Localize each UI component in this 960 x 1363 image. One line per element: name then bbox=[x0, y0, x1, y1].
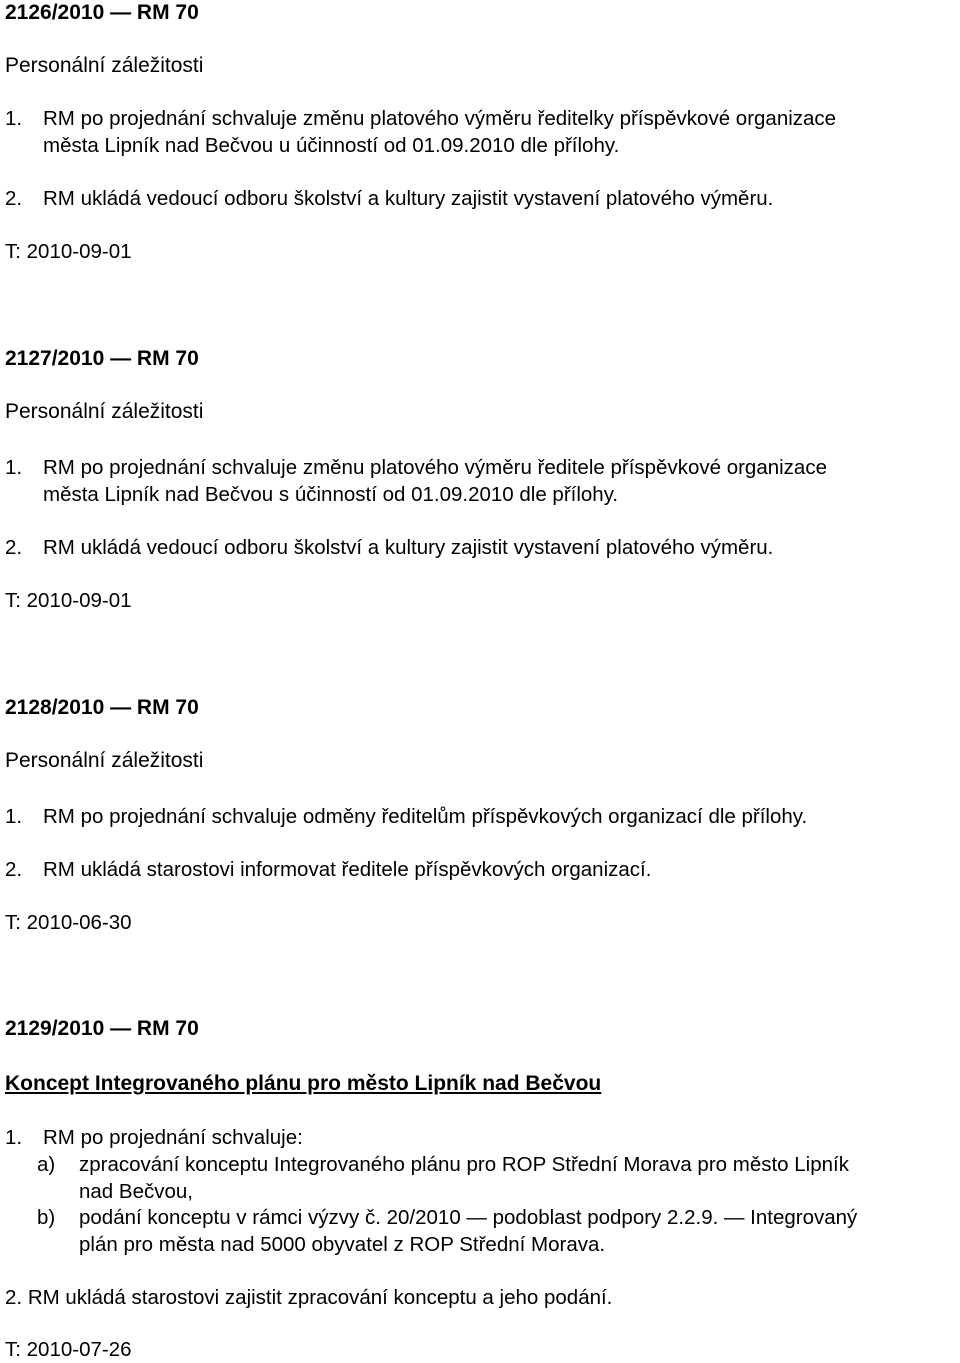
resolution-2128-subject: Personální záležitosti bbox=[5, 749, 204, 772]
subitem-label: b) bbox=[37, 1206, 56, 1229]
item-text: RM po projednání schvaluje změnu platového výměru ředitelky příspěvkové organizace bbox=[43, 107, 837, 130]
subitem-text: podání konceptu v rámci výzvy č. 20/2010 — podoblast podpory 2.2.9. — Integrovaný bbox=[79, 1206, 858, 1229]
resolution-2128-heading: 2128/2010 — RM 70 bbox=[5, 696, 199, 719]
item-number: 2. bbox=[5, 1286, 23, 1309]
resolution-2129-term: T: 2010-07-26 bbox=[5, 1338, 132, 1361]
resolution-2127-heading: 2127/2010 — RM 70 bbox=[5, 347, 199, 370]
item-text: RM po projednání schvaluje změnu platového výměru ředitele příspěvkové organizace bbox=[43, 456, 827, 479]
item-text: RM ukládá starostovi informovat ředitele příspěvkových organizací. bbox=[43, 858, 652, 881]
item-text: RM ukládá vedoucí odboru školství a kultury zajistit vystavení platového výměru. bbox=[43, 536, 774, 559]
item-number: 1. bbox=[5, 1126, 23, 1149]
item-number: 2. bbox=[5, 536, 23, 559]
item-number: 2. bbox=[5, 187, 23, 210]
item-text: RM ukládá starostovi zajistit zpracování konceptu a jeho podání. bbox=[27, 1286, 613, 1309]
resolution-2127-item-1-cont: města Lipník nad Bečvou s účinností od 01.09.2010 dle přílohy. bbox=[43, 483, 619, 506]
item-number: 1. bbox=[5, 107, 23, 130]
resolution-2127-term: T: 2010-09-01 bbox=[5, 589, 132, 612]
resolution-2126-item-1 bbox=[5, 106, 836, 132]
resolution-2127-item-1 bbox=[5, 455, 827, 481]
subitem-text: zpracování konceptu Integrovaného plánu pro ROP Střední Morava pro město Lipník bbox=[79, 1153, 849, 1176]
resolution-2129-heading: 2129/2010 — RM 70 bbox=[5, 1017, 199, 1040]
resolution-2128-item-2 bbox=[5, 857, 651, 883]
resolution-2129-subitem-b bbox=[37, 1205, 857, 1231]
resolution-2129-subitem-a-cont: nad Bečvou, bbox=[79, 1180, 193, 1203]
item-number: 1. bbox=[5, 805, 23, 828]
resolution-2127-item-2 bbox=[5, 535, 773, 561]
resolution-2129-item-1 bbox=[5, 1125, 303, 1151]
item-text: RM ukládá vedoucí odboru školství a kultury zajistit vystavení platového výměru. bbox=[43, 187, 774, 210]
resolution-2129-subject: Koncept Integrovaného plánu pro město Lipník nad Bečvou bbox=[5, 1072, 602, 1095]
item-text: RM po projednání schvaluje odměny ředitelům příspěvkových organizací dle přílohy. bbox=[43, 805, 808, 828]
resolution-2128-item-1 bbox=[5, 804, 807, 830]
resolution-2128-term: T: 2010-06-30 bbox=[5, 911, 132, 934]
resolution-2127-subject: Personální záležitosti bbox=[5, 400, 204, 423]
resolution-2126-item-1-cont: města Lipník nad Bečvou u účinností od 01.09.2010 dle přílohy. bbox=[43, 134, 620, 157]
item-number: 1. bbox=[5, 456, 23, 479]
resolution-2129-subitem-b-cont: plán pro města nad 5000 obyvatel z ROP Střední Morava. bbox=[79, 1233, 606, 1256]
resolution-2126-item-2 bbox=[5, 186, 773, 212]
resolution-2129-item-2 bbox=[5, 1285, 612, 1311]
subitem-label: a) bbox=[37, 1153, 56, 1176]
resolution-2129-subitem-a bbox=[37, 1152, 849, 1178]
item-number: 2. bbox=[5, 858, 23, 881]
resolution-2126-term: T: 2010-09-01 bbox=[5, 240, 132, 263]
item-text: RM po projednání schvaluje: bbox=[43, 1126, 303, 1149]
resolution-2126-heading: 2126/2010 — RM 70 bbox=[5, 1, 199, 24]
resolution-2126-subject: Personální záležitosti bbox=[5, 54, 204, 77]
